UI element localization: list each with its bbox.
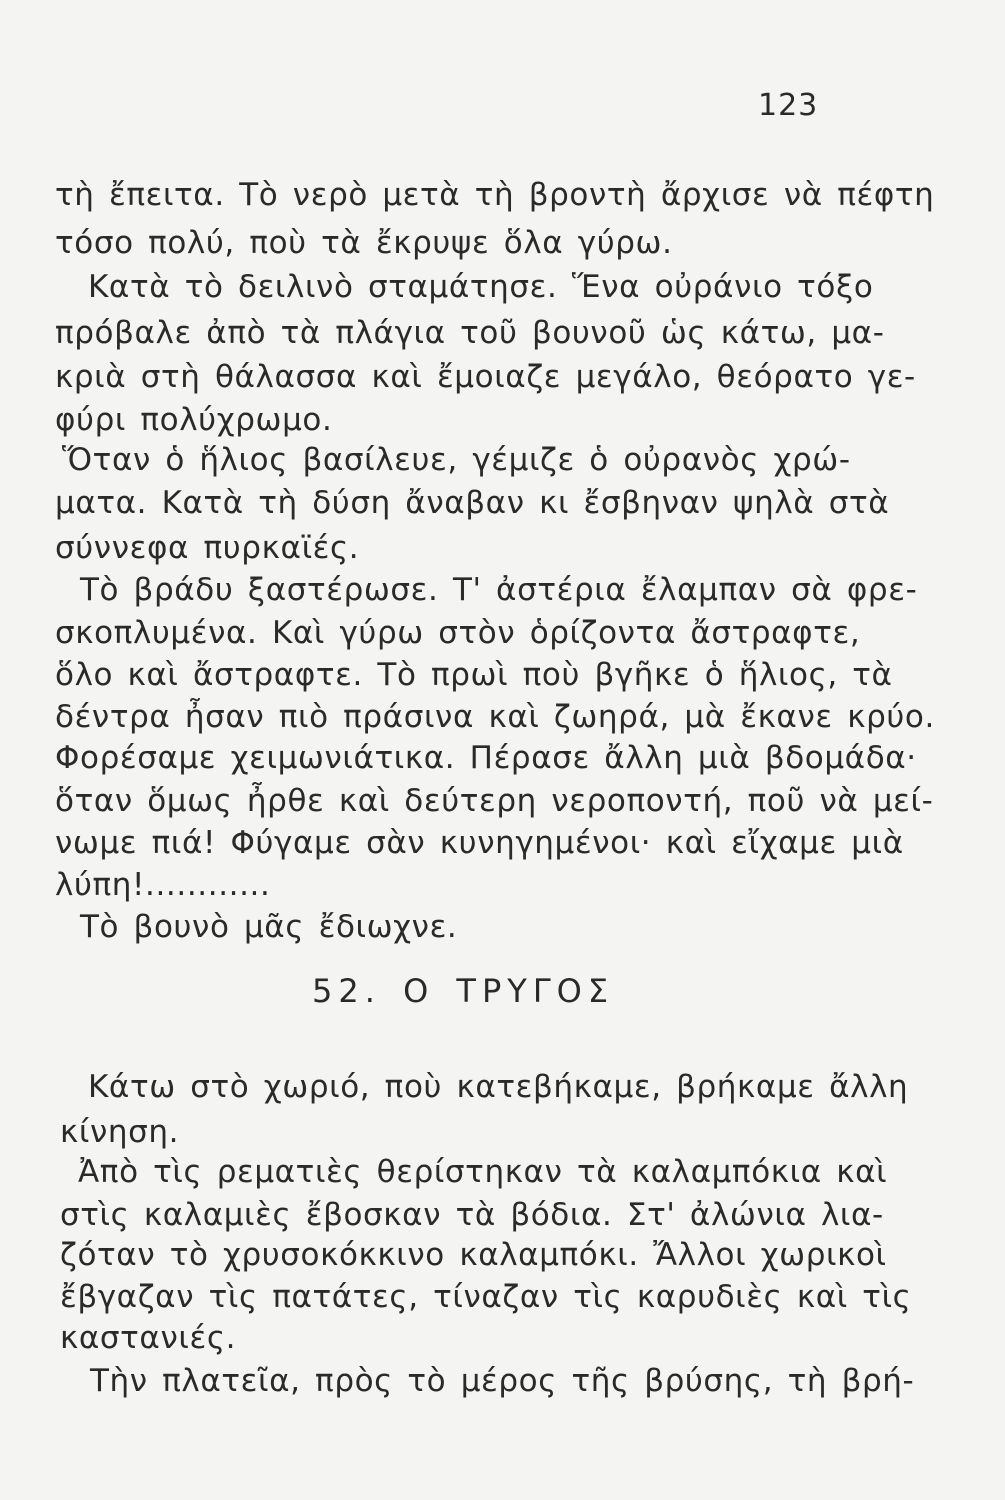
text-line: Ὅταν ὁ ἥλιος βασίλευε, γέμιζε ὁ οὐρανὸς χρώ-: [62, 442, 851, 478]
text-line: ὅταν ὅμως ἦρθε καὶ δεύτερη νεροποντή, ποῦ νὰ μεί-: [55, 783, 934, 819]
text-line: στὶς καλαμιὲς ἔβοσκαν τὰ βόδια. Στ' ἀλώνια λια-: [60, 1197, 884, 1233]
text-line: Κατὰ τὸ δειλινὸ σταμάτησε. Ἕνα οὐράνιο τόξο: [88, 269, 874, 305]
text-line: πρόβαλε ἀπὸ τὰ πλάγια τοῦ βουνοῦ ὡς κάτω, μα-: [55, 315, 885, 351]
page-number: 123: [758, 88, 819, 123]
text-line: λύπη!............: [55, 867, 271, 903]
text-line: ματα. Κατὰ τὴ δύση ἄναβαν κι ἔσβηναν ψηλὰ στὰ: [55, 485, 890, 521]
text-line: Τὴν πλατεῖα, πρὸς τὸ μέρος τῆς βρύσης, τὴ βρή-: [90, 1363, 915, 1399]
text-line: σύννεφα πυρκαϊές.: [55, 530, 360, 566]
text-line: Τὸ βουνὸ μᾶς ἔδιωχνε.: [80, 909, 458, 945]
text-line: φύρι πολύχρωμο.: [55, 402, 333, 438]
text-line: Κάτω στὸ χωριό, ποὺ κατεβήκαμε, βρήκαμε ἄλλη: [88, 1069, 909, 1105]
text-line: τόσο πολύ, ποὺ τὰ ἔκρυψε ὅλα γύρω.: [55, 225, 673, 261]
text-line: δέντρα ἦσαν πιὸ πράσινα καὶ ζωηρά, μὰ ἔκανε κρύο.: [55, 699, 935, 735]
text-line: νωμε πιά! Φύγαμε σὰν κυνηγημένοι· καὶ εἴχαμε μιὰ: [55, 825, 904, 861]
text-line: τὴ ἔπειτα. Τὸ νερὸ μετὰ τὴ βροντὴ ἄρχισε νὰ πέφτη: [55, 177, 935, 213]
text-line: Τὸ βράδυ ξαστέρωσε. Τ' ἀστέρια ἔλαμπαν σὰ φρε-: [80, 572, 918, 608]
text-line: ὅλο καὶ ἄστραφτε. Τὸ πρωὶ ποὺ βγῆκε ὁ ἥλιος, τὰ: [55, 657, 893, 693]
text-line: Φορέσαμε χειμωνιάτικα. Πέρασε ἄλλη μιὰ βδομάδα·: [55, 740, 917, 776]
text-line: κριὰ στὴ θάλασσα καὶ ἔμοιαζε μεγάλο, θεόρατο γε-: [55, 359, 916, 395]
section-heading: 52. Ο ΤΡΥΓΟΣ: [312, 972, 615, 1010]
text-line: ζόταν τὸ χρυσοκόκκινο καλαμπόκι. Ἄλλοι χωρικοὶ: [60, 1237, 887, 1273]
text-line: καστανιές.: [60, 1320, 237, 1356]
text-line: Ἀπὸ τὶς ρεματιὲς θερίστηκαν τὰ καλαμπόκια καὶ: [78, 1154, 888, 1190]
text-line: ἔβγαζαν τὶς πατάτες, τίναζαν τὶς καρυδιὲς καὶ τὶς: [60, 1279, 912, 1315]
text-line: σκοπλυμένα. Καὶ γύρω στὸν ὁρίζοντα ἄστραφτε,: [55, 615, 861, 651]
text-line: κίνηση.: [60, 1114, 180, 1150]
